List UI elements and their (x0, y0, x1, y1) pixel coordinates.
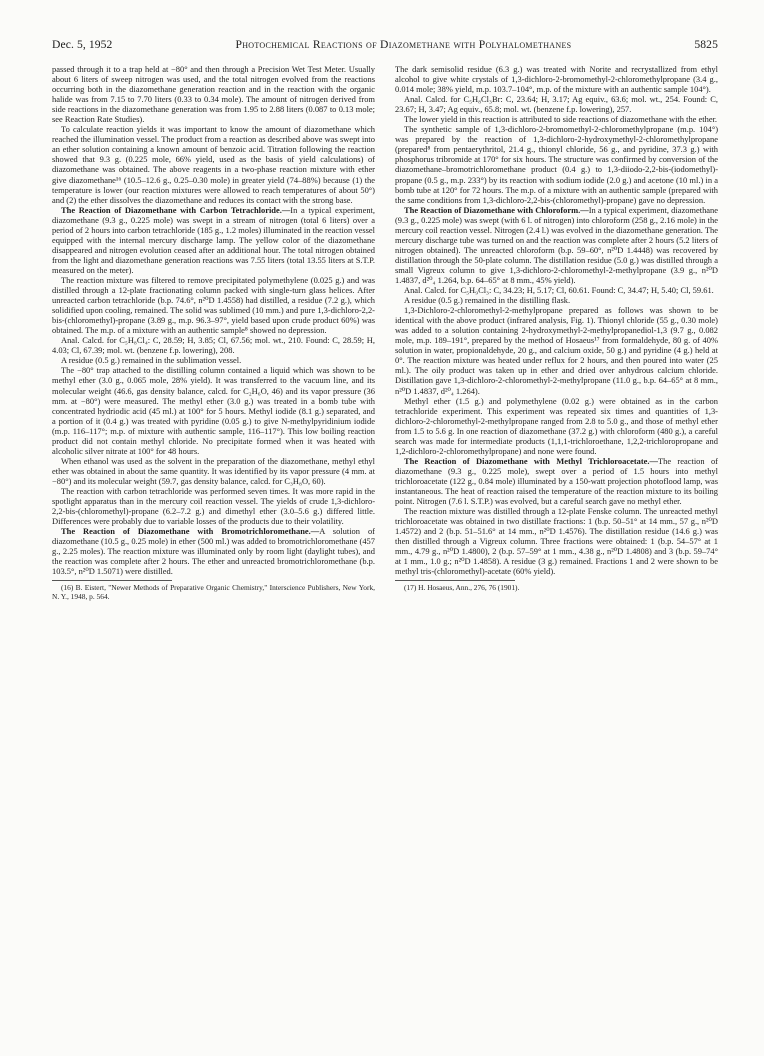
paragraph: To calculate reaction yields it was important to know the amount of diazomethane which reached the illumination vessel. The product from a reaction as described above was swept into an ether solution containing a known amount of benzoic acid. Titration following the reaction showed that 9.3 g. (0.225 mole, 66% yield, used as the basis of yield calculations) of diazomethane was obtained. The above reagents in a two-phase reaction mixture with ether give diazomethane¹⁶ (10.5–12.6 g., 0.25–0.30 mole) in greater yield (74–88%) because (1) the temperature is lower (our reaction mixtures were allowed to reach temperatures of about 50°) and (2) the ether dissolves the diazomethane and reduces its contact with the strong base. (52, 124, 375, 205)
paragraph: The reaction mixture was filtered to remove precipitated polymethylene (0.025 g.) and was distilled through a 12-plate fractionating column packed with single-turn glass helices. After unreacted carbon tetrachloride (b.p. 74.6°, n²⁰D 1.4558) had distilled, a residue (7.2 g.), which solidified upon cooling, remained. The solid was sublimed (10 mm.) and pure 1,3-dichloro-2,2-bis-(chloromethyl)-propane (3.89 g., m.p. 96.3–97°, yield based upon crude product 60%) was obtained. The m.p. of a mixture with an authentic sample⁸ showed no depression. (52, 274, 375, 336)
paragraph: A residue (0.5 g.) remained in the sublimation vessel. (61, 355, 242, 366)
paragraph: 1,3-Dichloro-2-chloromethyl-2-methylpropane prepared as follows was shown to be identical with the above product (infrared analysis, Fig. 1). Thionyl chloride (55 g., 0.30 mole) was added to a solution containing 2-hydroxymethyl-2-methylpropanediol-1,3 (9.7 g., 0.082 mole, m.p. 189–191°, prepared by the method of Hosaeus¹⁷ from formaldehyde, 80 g. of 40% solution in water, propionaldehyde, 20 g., and calcium oxide, 50 g.) and pyridine (4 g.) held at 0°. The reaction mixture was heated under reflux for 2 hours, and then poured into water (25 ml.). The oily product was taken up in ether and dried over anhydrous calcium chloride. Distillation gave 1,3-dichloro-2-chloromethyl-2-methylpropane (11.0 g., b.p. 64–65° at 8 mm., n²⁰D 1.4837, d²⁰₄ 1.264). (395, 305, 718, 396)
paragraph-section-methyl-trichloroacetate: The Reaction of Diazomethane with Methyl Trichloroacetate.—The reaction of diazomethane (9.3 g., 0.225 mole), swept over a period of 1.5 hours into methyl trichloroacetate (122 g., 0.84 mole) illuminated by a 150-watt projection photoflood lamp, was instantaneous. The heat of reaction raised the temperature of the reaction mixture to its boiling point. Nitrogen (7.6 l. S.T.P.) was evolved, but a careful search gave no methyl ether. (395, 455, 718, 507)
paragraph-analysis: Anal. Calcd. for C₅H₈Cl₃Br: C, 23.64; H, 3.17; Ag equiv., 63.6; mol. wt., 254. Found: C, 23.67; H, 3.47; Ag equiv., 65.8; mol. wt. (benzene f.p. lowering), 257. (395, 94, 718, 115)
paragraph: The lower yield in this reaction is attributed to side reactions of diazomethane with the ether. (404, 114, 718, 125)
body-columns (52, 64, 718, 602)
section-heading: The Reaction of Diazomethane with Bromotrichloromethane.— (61, 526, 320, 537)
running-head (52, 38, 718, 54)
paragraph: When ethanol was used as the solvent in the preparation of the diazomethane, methyl ethyl ether was obtained in about the same quantity. It was identified by its vapor pressure (4 mm. at −80°) and its molecular weight (59.7, gas density balance, calcd. for C₃H₈O, 60). (52, 455, 375, 486)
paragraph: The −80° trap attached to the distilling column contained a liquid which was shown to be methyl ether (3.0 g., 0.065 mole, 28% yield). It was transferred to the vacuum line, and its molecular weight (46.6, gas density balance, calcd. for C₂H₆O, 46) and its vapor pressure (36 mm. at −80°) were measured. The methyl ether (3.0 g.) was treated in a bomb tube with concentrated hydriodic acid (45 ml.) at 100° for 5 hours. Methyl iodide (8.1 g.) separated, and a portion of it (0.4 g.) was treated with pyridine (0.05 g.) to give N-methylpyridinium iodide (m.p. 116–117°; m.p. of mixture with authentic sample, 116–117°). This low boiling reaction product did not contain methyl chloride. No precipitate formed when it was heated with alcoholic silver nitrate at 100° for 48 hours. (52, 365, 375, 456)
footnote-16: (16) B. Eistert, "Newer Methods of Preparative Organic Chemistry," Interscience Publishers, New York, N. Y., 1948, p. 564. (52, 583, 375, 602)
paragraph: passed through it to a trap held at −80° and then through a Precision Wet Test Meter. Usually about 6 liters of sweep nitrogen was used, and the total nitrogen evolved from the reactions occurring both in the diazomethane generation reaction and in the reaction with the organic halide was from 7.15 to 7.70 liters (0.33 to 0.34 mole). The amount of nitrogen derived from side reactions in the diazomethane generation was from 1.95 to 2.88 liters (0.087 to 0.13 mole; see Reaction Rate Studies). (52, 64, 375, 125)
section-heading: The Reaction of Diazomethane with Chloroform.— (404, 204, 589, 215)
paragraph: A residue (0.5 g.) remained in the distilling flask. (404, 295, 571, 306)
header-date: Dec. 5, 1952 (52, 38, 113, 51)
footnote-17: (17) H. Hosaeus, Ann., 276, 76 (1901). (404, 583, 520, 593)
paragraph: The synthetic sample of 1,3-dichloro-2-bromomethyl-2-chloromethylpropane (m.p. 104°) was prepared by the reaction of 1,3-dichloro-2-hydroxymethyl-2-chloromethylpropane (prepared⁸ from pentaerythritol, 21.4 g., thionyl chloride, 56 g., and pyridine, 37.3 g.) with phosphorus tribromide at 170° for six hours. The structure was confirmed by conversion of the diazomethane–bromotrichloromethane product (0.4 g.) to 1,3-diiodo-2,2-bis-(iodomethyl)-propane (0.5 g., m.p. 233°) by its reaction with sodium iodide (2.0 g.) and acetone (10 ml.) in a bomb tube at 120° for 72 hours. The m.p. of a mixture with an authentic sample (prepared with the same conditions from 1,3-dichloro-2,2-bis-(chloromethyl)-propane) gave no depression. (395, 124, 718, 205)
left-column (52, 64, 375, 602)
header-title: Photochemical Reactions of Diazomethane with Polyhalomethanes (235, 38, 572, 51)
footnote-rule (395, 580, 515, 581)
right-column (395, 64, 718, 602)
paragraph-section-bromotrichloromethane: The Reaction of Diazomethane with Bromotrichloromethane.—A solution of diazomethane (10.5 g., 0.25 mole) in ether (500 ml.) was added to bromotrichloromethane (457 g., 2.25 moles). The reaction mixture was illuminated only by room light (daylight tubes), and the reaction was complete after 2 hours. The ether and unreacted bromotrichloromethane (b.p. 103.5°, n²⁰D 1.5071) were distilled. (52, 526, 375, 577)
paragraph-analysis: Anal. Calcd. for C₅H₉Cl₃: C, 34.23; H, 5.17; Cl, 60.61. Found: C, 34.47; H, 5.40; Cl, 59.61. (404, 285, 714, 296)
section-heading: The Reaction of Diazomethane with Methyl Trichloroacetate.— (404, 455, 658, 466)
section-heading: The Reaction of Diazomethane with Carbon Tetrachloride.— (61, 204, 291, 215)
paragraph-analysis: Anal. Calcd. for C₅H₈Cl₄: C, 28.59; H, 3.85; Cl, 67.56; mol. wt., 210. Found: C, 28.59; H, 4.03; Cl, 67.39; mol. wt. (benzene f.p. lowering), 208. (52, 335, 375, 356)
paragraph: The reaction with carbon tetrachloride was performed seven times. It was more rapid in the spotlight apparatus than in the mercury coil reaction vessel. The yields of crude 1,3-dichloro-2,2-bis-(chloromethyl)-propane (6.2–7.2 g.) and dimethyl ether (3.0–5.6 g.) differed little. Differences were probably due to variable losses of the products due to their volatility. (52, 485, 375, 527)
paragraph-section-chloroform: The Reaction of Diazomethane with Chloroform.—In a typical experiment, diazomethane (9.3 g., 0.225 mole) was swept (with 6 l. of nitrogen) into chloroform (258 g., 2.16 mole) in the mercury coil reaction vessel. Nitrogen (2.4 l.) was evolved in the diazomethane generation. The mercury discharge tube was turned on and the reaction was complete after 2 hours (5.2 liters of nitrogen obtained). The unreacted chloroform (b.p. 59–60°, n²⁰D 1.4448) was recovered by distillation through the 50-plate column. The distillation residue (5.0 g.) was distilled through a small Vigreux column to give 1,3-dichloro-2-chloromethyl-2-methylpropane (3.9 g., n²⁰D 1.4837, d²⁰₄ 1.264, b.p. 64–65° at 8 mm., 45% yield). (395, 204, 718, 285)
paragraph-section-carbon-tetrachloride: The Reaction of Diazomethane with Carbon Tetrachloride.—In a typical experiment, diazomethane (9.3 g., 0.225 mole) was swept in a stream of nitrogen (total 6 liters) over a period of 2 hours into carbon tetrachloride (185 g., 1.2 moles) illuminated in the reaction vessel equipped with the internal mercury discharge lamp. The yellow color of the diazomethane disappeared and nitrogen evolution ceased after an additional hour. The total nitrogen obtained from the light and diazomethane generation reactions was 7.55 liters (total 13.55 liters at S.T.P. measured on the meter). (52, 204, 376, 275)
header-page-number: 5825 (694, 38, 718, 51)
paragraph: Methyl ether (1.5 g.) and polymethylene (0.02 g.) were obtained as in the carbon tetrachloride experiment. This experiment was repeated six times and quantities of 1,3-dichloro-2-chloromethyl-2-methylpropane ranged from 2.8 to 5.0 g., and those of methyl ether from 1.5 to 5.6 g. In one reaction of diazomethane (37.2 g.) with chloroform (480 g.), a careful search was made for intermediate products (1,1,1-trichloroethane, 1,2,2-trichloropropane and 1,2-dichloro-2-chloromethylpropane) and none were found. (395, 395, 718, 456)
footnote-rule (52, 580, 172, 581)
paragraph: The reaction mixture was distilled through a 12-plate Fenske column. The unreacted methyl trichloroacetate was obtained in two distillate fractions: 1 (b.p. 50–51° at 14 mm., 57 g., n²⁰D 1.4572) and 2 (b.p. 51–51.6° at 14 mm., n²⁰D 1.4576). The distillation residue (14.6 g.) was then distilled through a Vigreux column. Three fractions were obtained: 1 (b.p. 54–57° at 1 mm., 4.79 g., n²⁰D 1.4800), 2 (b.p. 57–59° at 1 mm., 4.38 g., n²⁰D 1.4808) and 3 (b.p. 59–74° at 1 mm., 1.0 g.; n²⁰D 1.4858). A residue (3 g.) remained. Fractions 1 and 2 were shown to be methyl tris-(chloromethyl)-acetate (60% yield). (395, 506, 718, 577)
paragraph: The dark semisolid residue (6.3 g.) was treated with Norite and recrystallized from ethyl alcohol to give white crystals of 1,3-dichloro-2-bromomethyl-2-chloromethylpropane (3.4 g., 0.014 mole; 38% yield, m.p. 103.7–104°, m.p. of the mixture with an authentic sample 104°). (395, 64, 718, 95)
